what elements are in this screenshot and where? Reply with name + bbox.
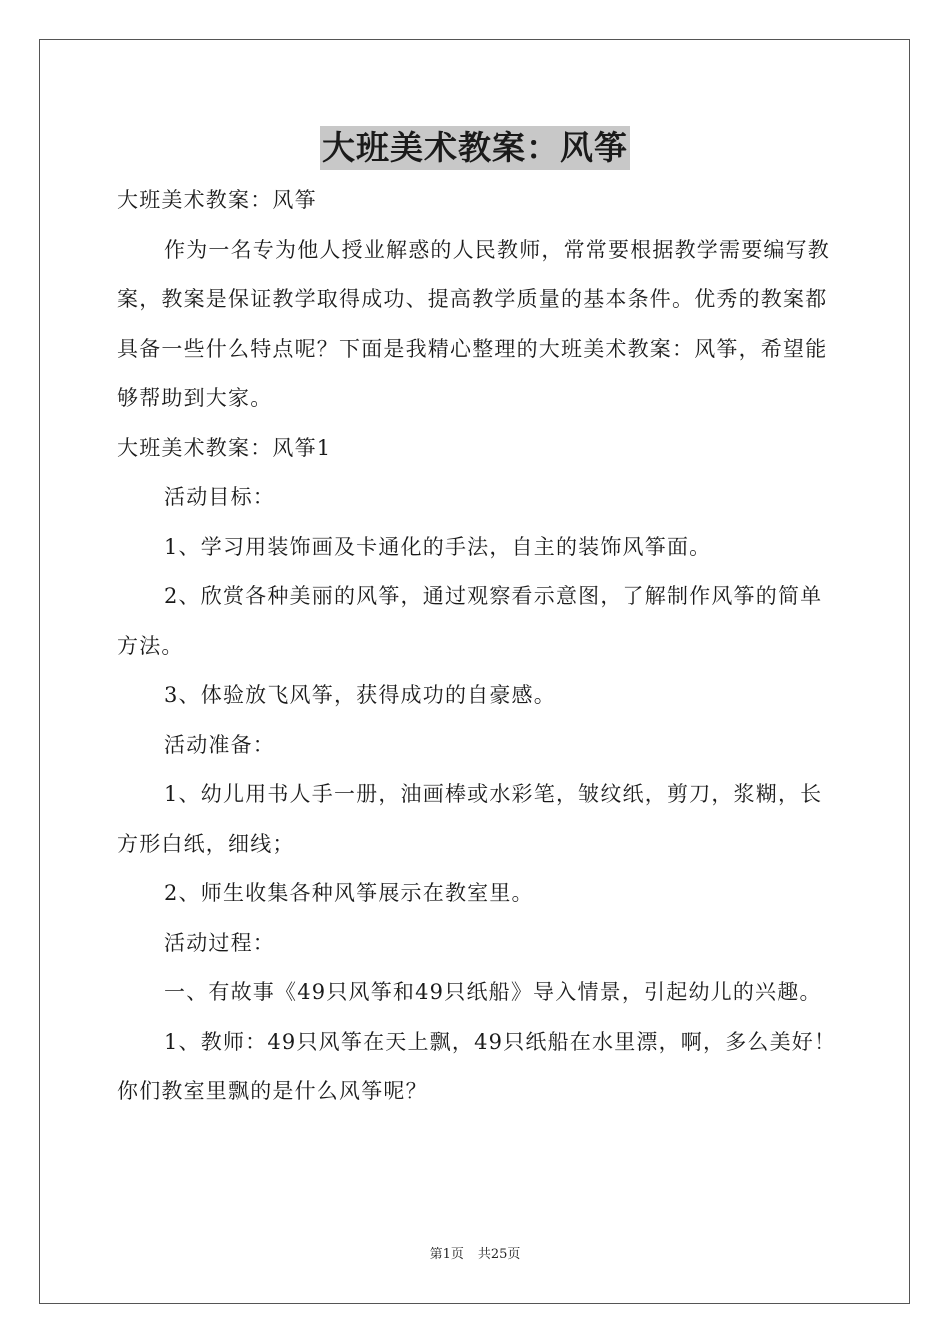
- paragraph: 2、欣赏各种美丽的风筝，通过观察看示意图，了解制作风筝的简单方法。: [117, 584, 823, 658]
- paragraph: 1、学习用装饰画及卡通化的手法，自主的装饰风筝面。: [164, 534, 712, 559]
- paragraph: 作为一名专为他人授业解惑的人民教师，常常要根据教学需要编写教案，教案是保证教学取得成功、提高教学质量的基本条件。优秀的教案都具备一些什么特点呢？下面是我精心整理的大班美术教案：风筝，希望能够帮助到大家。: [117, 237, 830, 410]
- paragraph: 1、教师：49只风筝在天上飘，49只纸船在水里漂，啊，多么美好！你们教室里飘的是什么风筝呢？: [117, 1029, 837, 1103]
- page-footer: [0, 1246, 950, 1264]
- paragraph: 1、幼儿用书人手一册，油画棒或水彩笔，皱纹纸，剪刀，浆糊，长方形白纸，细线；: [117, 782, 823, 856]
- page-number: 第1页: [429, 1247, 464, 1262]
- document-body: [117, 176, 837, 1117]
- paragraph: 大班美术教案：风筝: [117, 188, 317, 212]
- document-title: 大班美术教案：风筝: [320, 126, 630, 170]
- paragraph: 一、有故事《49只风筝和49只纸船》导入情景，引起幼儿的兴趣。: [164, 980, 822, 1004]
- paragraph: 3、体验放飞风筝，获得成功的自豪感。: [164, 683, 556, 707]
- paragraph: 活动过程：: [164, 930, 275, 955]
- paragraph: 大班美术教案：风筝1: [117, 435, 332, 460]
- paragraph: 活动准备：: [164, 732, 275, 757]
- title-container: [0, 126, 950, 170]
- paragraph: 2、师生收集各种风筝展示在教室里。: [164, 881, 534, 905]
- paragraph: 活动目标：: [164, 485, 275, 509]
- page-total: 共25页: [477, 1247, 521, 1262]
